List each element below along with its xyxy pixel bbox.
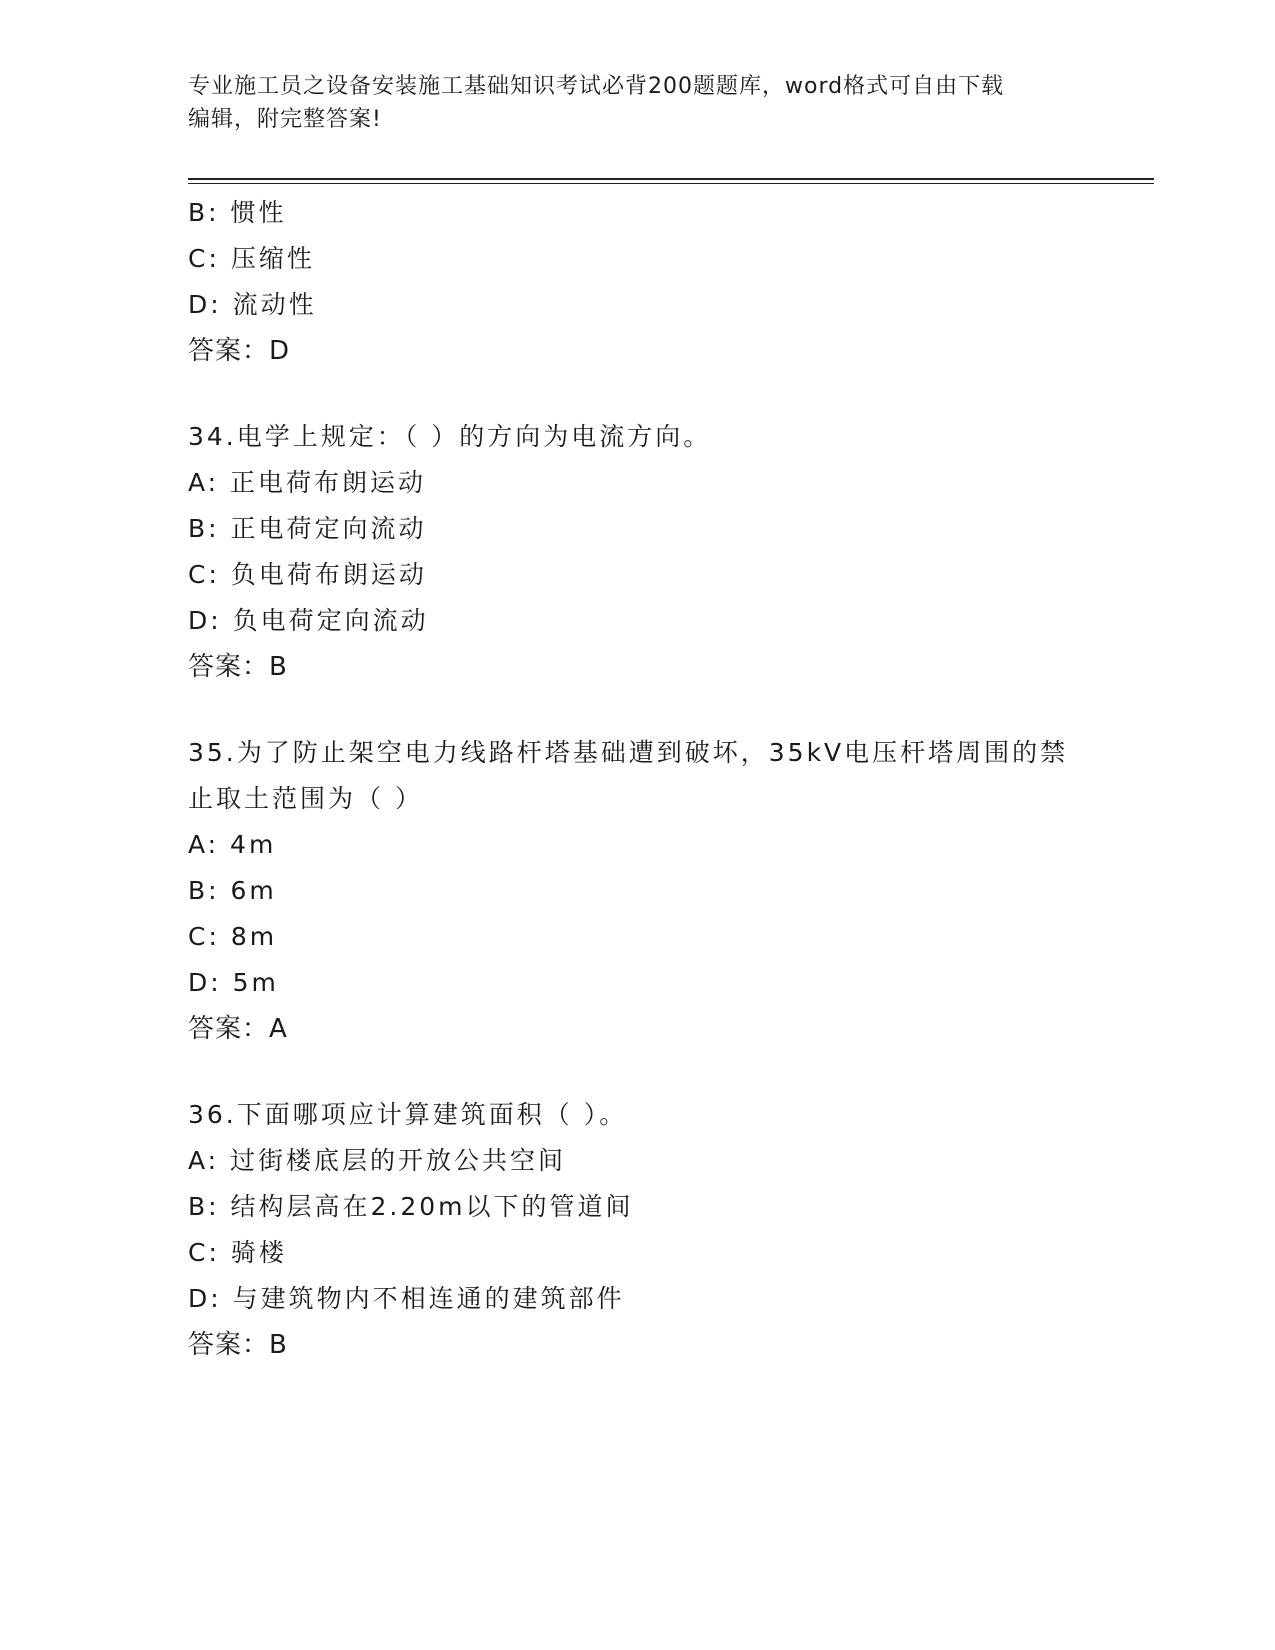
option-b: B: 惯性 [188,198,287,227]
option-a: A: 正电荷布朗运动 [188,468,427,497]
question-stem: 36.下面哪项应计算建筑面积（ ）。 [188,1100,628,1129]
option-c: C: 8m [188,922,278,951]
question-stem-line-1: 35.为了防止架空电力线路杆塔基础遭到破坏，35kV电压杆塔周围的禁 [188,738,1069,767]
answer-line: 答案：B [188,652,288,682]
option-c: C: 负电荷布朗运动 [188,560,427,589]
question-34 [188,414,1118,690]
option-c: C: 压缩性 [188,244,315,273]
answer-line: 答案：B [188,1330,288,1360]
option-d: D: 负电荷定向流动 [188,606,429,635]
question-stem-line-2: 止取土范围为（ ） [188,784,423,813]
option-d: D: 流动性 [188,290,317,319]
option-d: D: 5m [188,968,279,997]
question-35 [188,730,1118,1052]
option-b: B: 6m [188,876,277,905]
option-c: C: 骑楼 [188,1238,287,1267]
option-a: A: 过街楼底层的开放公共空间 [188,1146,567,1175]
question-list [188,190,1118,1368]
option-b: B: 正电荷定向流动 [188,514,427,543]
option-b: B: 结构层高在2.20m以下的管道间 [188,1192,634,1221]
document-header [188,70,1088,136]
answer-line: 答案：D [188,336,291,366]
header-title-line-1: 专业施工员之设备安装施工基础知识考试必背200题题库，word格式可自由下载 [188,74,1005,99]
question-stem: 34.电学上规定：（ ）的方向为电流方向。 [188,422,712,451]
option-d: D: 与建筑物内不相连通的建筑部件 [188,1284,625,1313]
question-36 [188,1092,1118,1368]
previous-question-tail [188,190,1118,374]
answer-line: 答案：A [188,1014,288,1044]
header-divider-thick [188,178,1154,180]
header-title-line-2: 编辑，附完整答案! [188,107,382,132]
option-a: A: 4m [188,830,277,859]
header-divider-thin [188,183,1154,184]
